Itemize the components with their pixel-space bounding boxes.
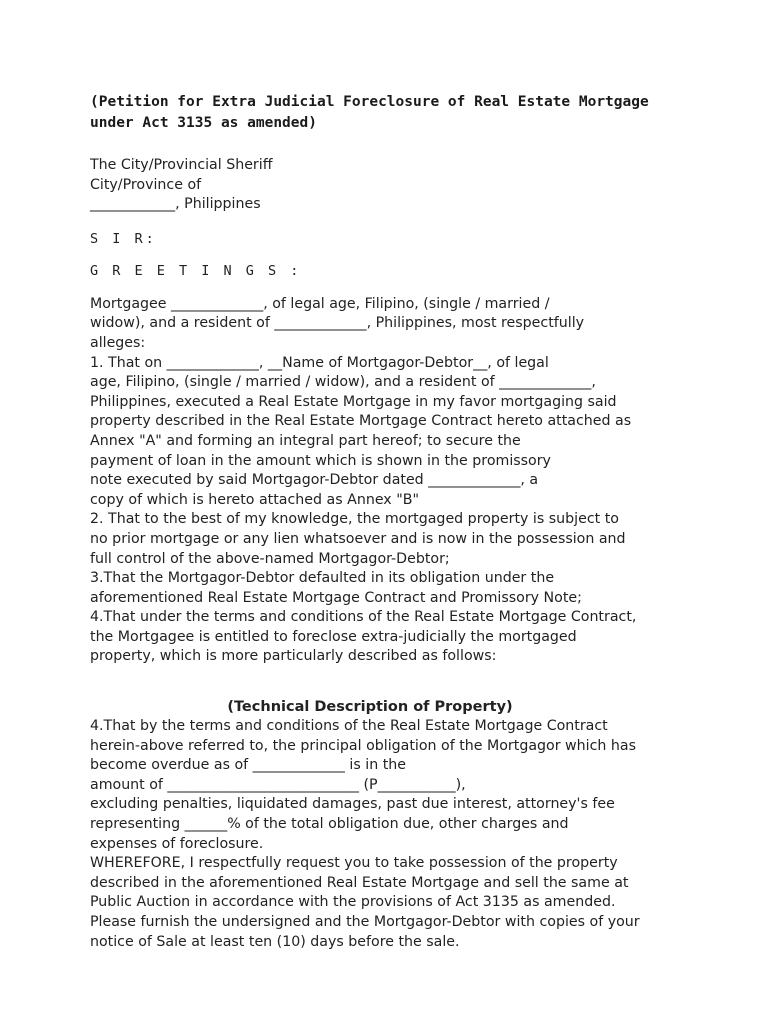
closing-line: notice of Sale at least ten (10) days before the sale. [90, 933, 460, 950]
address-line: ____________, Philippines [90, 196, 261, 213]
body-line: Mortgagee _____________, of legal age, Filipino, (single / married / [90, 295, 550, 312]
body-line: Annex "A" and forming an integral part hereof; to secure the [90, 432, 521, 449]
closing-line: amount of ___________________________ (P___________), [90, 776, 466, 793]
greetings: G R E E T I N G S : [90, 262, 302, 279]
body-line: note executed by said Mortgagor-Debtor dated _____________, a [90, 472, 539, 489]
document-page [90, 92, 690, 952]
body-line: property described in the Real Estate Mortgage Contract hereto attached as [90, 413, 632, 430]
body-line: age, Filipino, (single / married / widow), and a resident of _____________, [90, 374, 596, 391]
sheriff-address [90, 156, 690, 215]
closing-line: become overdue as of _____________ is in the [90, 757, 406, 774]
closing-line: Please furnish the undersigned and the Mortgagor-Debtor with copies of your [90, 914, 640, 930]
salutation: S I R: [90, 230, 157, 247]
body-line: 2. That to the best of my knowledge, the mortgaged property is subject to [90, 511, 619, 528]
body-line: no prior mortgage or any lien whatsoever and is now in the possession and [90, 530, 626, 547]
closing-line: WHEREFORE, I respectfully request you to take possession of the property [90, 855, 618, 872]
closing-line: Public Auction in accordance with the provisions of Act 3135 as amended. [90, 894, 616, 911]
body-line: 4.That under the terms and conditions of the Real Estate Mortgage Contract, [90, 609, 637, 626]
body-line: alleges: [90, 334, 146, 351]
document-title: (Petition for Extra Judicial Foreclosure of Real Estate Mortgage under Act 3135 as amended) [90, 94, 649, 131]
closing-line: herein-above referred to, the principal obligation of the Mortgagor which has [90, 737, 636, 754]
body-line: property, which is more particularly described as follows: [90, 648, 497, 665]
closing-line: representing ______% of the total obligation due, other charges and [90, 816, 569, 833]
closing-line: expenses of foreclosure. [90, 835, 264, 852]
closing-line: excluding penalties, liquidated damages, past due interest, attorney's fee [90, 796, 615, 813]
closing-line: described in the aforementioned Real Estate Mortgage and sell the same at [90, 874, 629, 891]
petition-closing [90, 717, 690, 952]
body-line: 1. That on _____________, __Name of Mortgagor-Debtor__, of legal [90, 354, 549, 371]
address-line: City/Province of [90, 176, 202, 193]
body-line: copy of which is hereto attached as Annex "B" [90, 491, 419, 508]
body-line: full control of the above-named Mortgagor-Debtor; [90, 550, 450, 567]
body-line: 3.That the Mortgagor-Debtor defaulted in its obligation under the [90, 570, 555, 587]
body-line: the Mortgagee is entitled to foreclose extra-judicially the mortgaged [90, 628, 577, 645]
body-line: aforementioned Real Estate Mortgage Contract and Promissory Note; [90, 589, 582, 606]
body-line: payment of loan in the amount which is shown in the promissory [90, 452, 551, 469]
technical-description-heading: (Technical Description of Property) [227, 699, 513, 716]
address-line: The City/Provincial Sheriff [90, 157, 273, 173]
petition-body [90, 295, 690, 667]
body-line: Philippines, executed a Real Estate Mortgage in my favor mortgaging said [90, 393, 617, 410]
closing-line: 4.That by the terms and conditions of the Real Estate Mortgage Contract [90, 718, 608, 735]
body-line: widow), and a resident of _____________, Philippines, most respectfully [90, 315, 585, 332]
